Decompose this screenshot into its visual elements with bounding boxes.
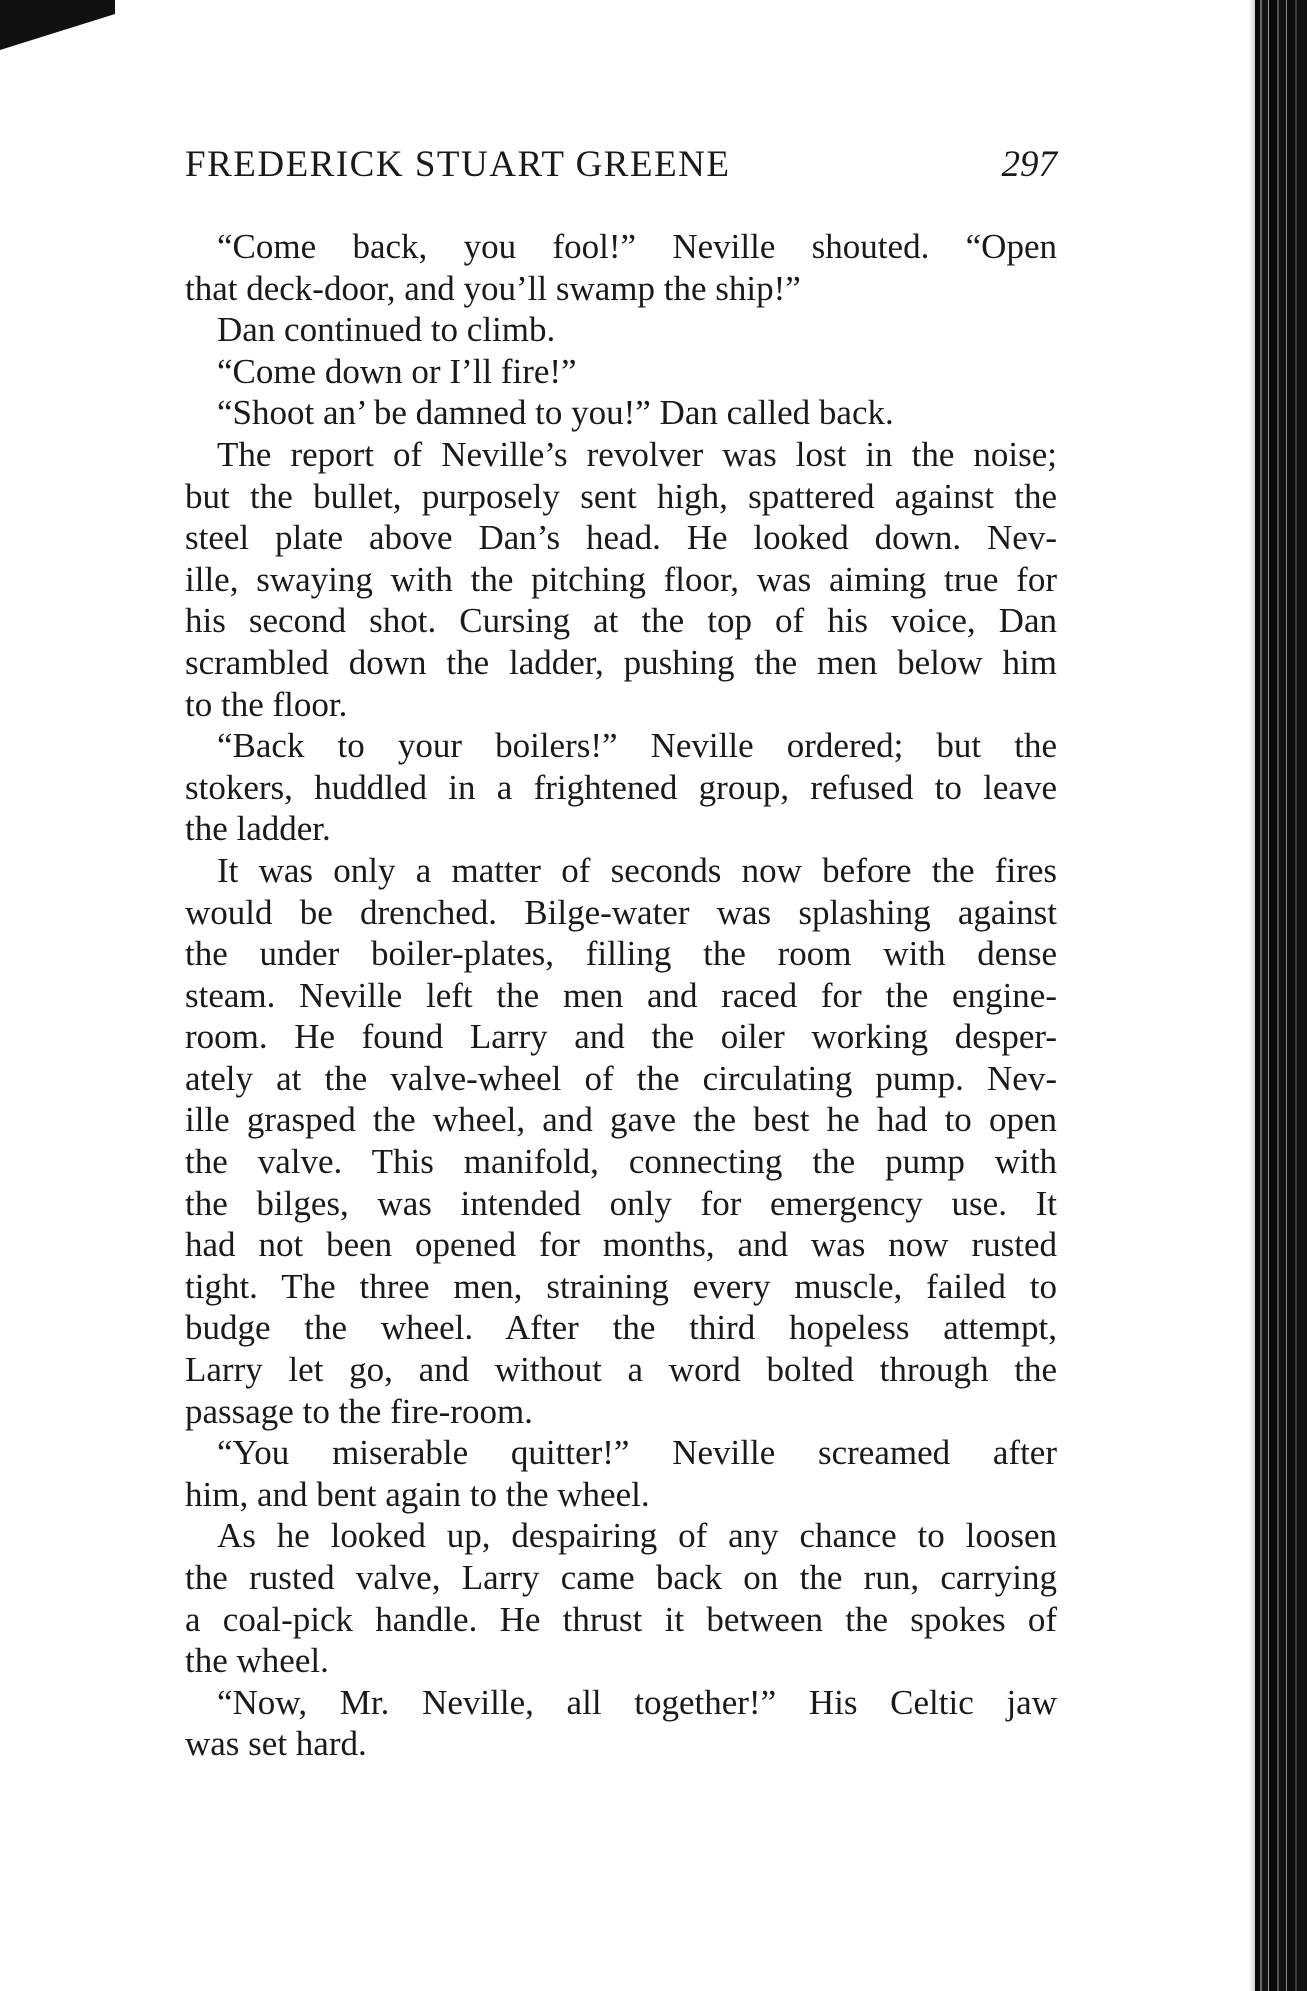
text-line: It was only a matter of seconds now before the fires	[217, 850, 1057, 890]
text-line: had not been opened for months, and was now rusted	[185, 1225, 1057, 1265]
text-line: but the bullet, purposely sent high, spattered against the	[185, 476, 1057, 516]
running-head: FREDERICK STUART GREENE	[185, 144, 731, 185]
text-line: “You miserable quitter!” Neville screamed after	[217, 1433, 1057, 1473]
text-line: the rusted valve, Larry came back on the run, carrying	[185, 1558, 1057, 1597]
body-text	[185, 226, 1057, 1765]
text-line: “Come down or I’ll fire!”	[217, 351, 577, 391]
text-line: a coal-pick handle. He thrust it between the spokes of	[185, 1599, 1057, 1639]
text-line: The report of Neville’s revolver was lost in the noise;	[217, 434, 1057, 474]
text-line: ately at the valve-wheel of the circulating pump. Nev-	[185, 1058, 1057, 1098]
text-line: ille grasped the wheel, and gave the best he had to open	[185, 1100, 1057, 1140]
page-header	[185, 143, 1057, 193]
text-line: “Come back, you fool!” Neville shouted. “Open	[217, 227, 1057, 266]
text-line: his second shot. Cursing at the top of his voice, Dan	[185, 601, 1057, 641]
text-line: the wheel.	[185, 1641, 329, 1681]
book-binding	[1255, 0, 1307, 1991]
text-line: tight. The three men, straining every muscle, failed to	[185, 1266, 1057, 1306]
text-line: would be drenched. Bilge-water was splashing against	[185, 892, 1057, 932]
text-line: passage to the fire-room.	[185, 1391, 533, 1431]
text-line: the bilges, was intended only for emergency use. It	[185, 1183, 1057, 1223]
text-line: stokers, huddled in a frightened group, refused to leave	[185, 767, 1057, 807]
text-line: the valve. This manifold, connecting the pump with	[185, 1142, 1057, 1182]
text-line: him, and bent again to the wheel.	[185, 1474, 650, 1514]
text-line: “Back to your boilers!” Neville ordered; but the	[217, 726, 1057, 766]
text-line: the ladder.	[185, 809, 331, 849]
text-line: budge the wheel. After the third hopeless attempt,	[185, 1308, 1057, 1348]
text-line: scrambled down the ladder, pushing the men below him	[185, 642, 1057, 682]
text-line: steam. Neville left the men and raced for the engine-	[185, 975, 1057, 1015]
scan-corner-mark	[0, 0, 115, 50]
text-line: ille, swaying with the pitching floor, was aiming true for	[185, 559, 1057, 599]
text-line: Larry let go, and without a word bolted through the	[185, 1350, 1057, 1390]
text-line: was set hard.	[185, 1724, 367, 1764]
text-line: that deck-door, and you’ll swamp the ship!”	[185, 268, 801, 308]
text-line: steel plate above Dan’s head. He looked down. Nev-	[185, 518, 1057, 558]
text-line: “Now, Mr. Neville, all together!” His Celtic jaw	[217, 1682, 1057, 1722]
text-line: Dan continued to climb.	[217, 310, 556, 350]
text-line: room. He found Larry and the oiler working desper-	[185, 1017, 1057, 1057]
text-line: the under boiler-plates, filling the room with dense	[185, 934, 1057, 974]
text-line: As he looked up, despairing of any chance to loosen	[217, 1516, 1057, 1556]
page-number: 297	[1001, 144, 1057, 185]
text-line: “Shoot an’ be damned to you!” Dan called back.	[217, 393, 894, 433]
text-line: to the floor.	[185, 684, 348, 724]
